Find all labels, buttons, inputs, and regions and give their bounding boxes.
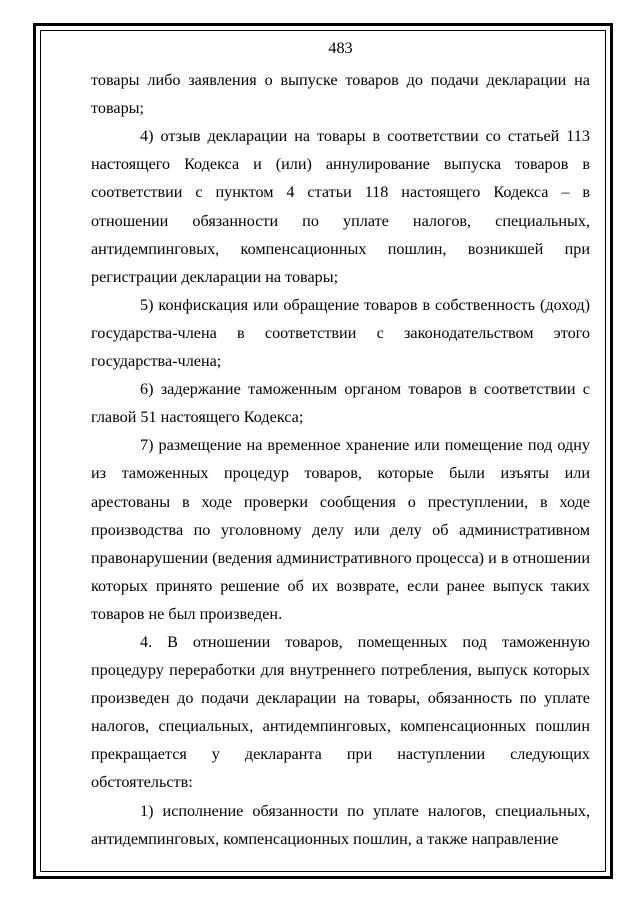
- page-number: 483: [328, 39, 353, 57]
- paragraph-continuation: товары либо заявления о выпуске товаров до подачи декларации на товары;: [91, 71, 590, 118]
- paragraph-item-5: 5) конфискация или обращение товаров в собственность (доход) государства-члена в соответствии с законодательством этого государства-члена;: [91, 295, 590, 371]
- paragraph-item-4: 4) отзыв декларации на товары в соответствии со статьей 113 настоящего Кодекса и (или) аннулирование выпуска товаров в соответствии с пунктом 4 статьи 118 настоящего Кодекса – в отношении обязанности по уплате налогов, специальных, антидемпинговых, компенсационных пошлин, возникшей при регистрации декларации на товары;: [91, 127, 590, 286]
- document-body: [91, 34, 590, 853]
- paragraph-sub-1: 1) исполнение обязанности по уплате налогов, специальных, антидемпинговых, компенсационных пошлин, а также направление: [91, 801, 590, 848]
- paragraph-clause-4: 4. В отношении товаров, помещенных под таможенную процедуру переработки для внутреннего потребления, выпуск которых произведен до подачи декларации на товары, обязанность по уплате налогов, специальных, антидемпинговых, компенсационных пошлин прекращается у декларанта при наступлении следующих обстоятельств:: [91, 632, 590, 792]
- paragraph-item-7: 7) размещение на временное хранение или помещение под одну из таможенных процедур товаров, которые были изъяты или арестованы в ходе проверки сообщения о преступлении, в ходе производства по уголовному делу или делу об административном правонарушении (ведения административного процесса) и в отношении которых принято решение об их возврате, если ранее выпуск таких товаров не был произведен.: [91, 436, 590, 623]
- paragraph-item-6: 6) задержание таможенным органом товаров в соответствии с главой 51 настоящего Кодекса;: [91, 380, 590, 427]
